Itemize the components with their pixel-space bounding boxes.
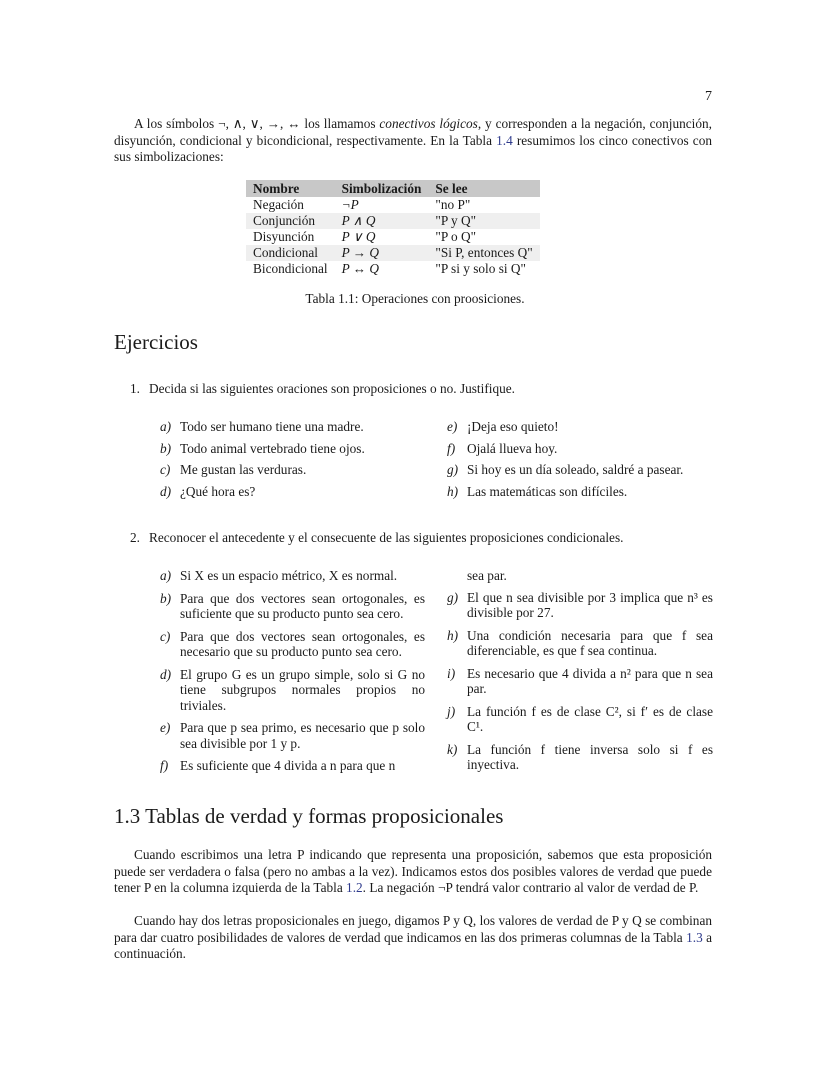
emphasized-term: conectivos lógicos: [379, 116, 478, 131]
item-text: Es necesario que 4 divida a n² para que n sea par.: [467, 665, 713, 696]
exercise-text: Decida si las siguientes oraciones son proposiciones o no. Justifique.: [149, 381, 515, 396]
column-header: Simbolización: [335, 180, 429, 197]
item-label: e): [447, 419, 458, 434]
item-label: g): [447, 589, 459, 605]
item-text: Para que dos vectores sean ortogonales, es necesario que su producto punto sea cero.: [180, 628, 425, 659]
cell-reading: "P y Q": [428, 213, 539, 229]
list-item: [160, 462, 430, 478]
section-paragraph-2: [114, 913, 712, 963]
list-item: [447, 419, 722, 435]
intro-text: A los símbolos: [134, 116, 219, 131]
item-text: Si X es un espacio métrico, X es normal.: [180, 568, 398, 583]
list-item: [160, 629, 425, 660]
cell-reading: "P si y solo si Q": [435, 261, 526, 276]
cell-reading: "Si P, entonces Q": [428, 245, 539, 261]
item-label: i): [447, 665, 456, 681]
intro-text: resumimos los cinco conectivos con sus simbolizaciones:: [114, 132, 713, 165]
list-item: [160, 591, 425, 622]
item-label: e): [160, 720, 171, 735]
cell-symbol: P ∨ Q: [341, 229, 376, 244]
list-item: [447, 666, 713, 697]
list-item: [447, 441, 722, 457]
item-label: a): [160, 419, 172, 434]
item-text: La función f es de clase C², si f′ es de clase C¹.: [467, 703, 713, 734]
item-label: b): [160, 440, 172, 456]
item-text: ¡Deja eso quieto!: [467, 419, 559, 434]
item-text: La función f tiene inversa solo si f es inyectiva.: [467, 741, 713, 772]
item-label: j): [447, 703, 456, 719]
list-item: [160, 568, 425, 584]
cell-symbol: ¬P: [341, 197, 359, 212]
list-item: [160, 484, 430, 500]
item-label: b): [160, 590, 172, 606]
list-item: [447, 484, 722, 500]
table-row: [246, 213, 540, 229]
connectives-table: [246, 180, 540, 277]
item-text: ¿Qué hora es?: [180, 483, 256, 499]
table-header-row: [246, 180, 540, 197]
cell-name: Disyunción: [253, 229, 315, 244]
item-text: Todo animal vertebrado tiene ojos.: [180, 440, 365, 456]
table-reference-link[interactable]: 1.3: [686, 929, 703, 945]
exercise-text: Reconocer el antecedente y el consecuente de las siguientes proposiciones condicionales.: [149, 530, 624, 545]
exercise-number: 1.: [130, 381, 140, 396]
exercise-1-prompt: [130, 381, 515, 397]
item-label: a): [160, 568, 172, 583]
cell-name: Condicional: [246, 245, 335, 261]
exercise-1-right-column: [447, 419, 722, 505]
item-label: k): [447, 741, 458, 757]
cell-symbol: P ∧ Q: [335, 213, 429, 229]
list-item: [160, 419, 430, 435]
intro-paragraph: [114, 116, 712, 166]
list-item: [160, 441, 430, 457]
item-text: Las matemáticas son difíciles.: [467, 483, 628, 499]
item-label: f): [447, 440, 456, 456]
column-header: Se lee: [428, 180, 539, 197]
list-item: [160, 667, 425, 714]
list-item: [447, 742, 713, 773]
item-label: g): [447, 462, 459, 477]
list-item: [447, 628, 713, 659]
list-item-continuation: sea par.: [467, 568, 507, 583]
table-caption: Tabla 1.1: Operaciones con proosiciones.: [305, 291, 525, 306]
cell-symbol: P ↔ Q: [341, 261, 380, 276]
list-item: [160, 758, 425, 774]
item-label: c): [160, 628, 171, 644]
section-heading: 1.3 Tablas de verdad y formas proposicionales: [114, 804, 504, 828]
connective-symbols: ¬, ∧, ∨, →, ↔: [218, 116, 301, 131]
exercise-2-right-column: [447, 568, 713, 780]
item-label: d): [160, 483, 172, 499]
exercise-number: 2.: [130, 530, 140, 545]
paragraph-text: . La negación ¬P tendrá valor contrario al valor de verdad de P.: [362, 880, 699, 896]
list-item: [447, 704, 713, 735]
item-text: Una condición necesaria para que f sea diferenciable, es que f sea continua.: [467, 627, 713, 658]
section-paragraph-1: [114, 847, 712, 897]
intro-text: , y corresponden a la negación, conjunción, disyunción, condicional y bicondicional, respectivamente. En la Tabla: [114, 116, 712, 148]
list-item: [160, 720, 425, 751]
table-row: [246, 261, 540, 277]
exercise-1-left-column: [160, 419, 430, 505]
paragraph-text: Cuando escribimos una letra P indicando que representa una proposición, sabemos que esta proposición puede ser verdadera o falsa (pero no ambas a la vez). Indicamos estos dos posibles valores de verdad que puede tener P en la columna izquierda de la Tabla: [114, 847, 712, 896]
item-text: Es suficiente que 4 divida a n para que n: [180, 758, 396, 773]
cell-name: Bicondicional: [253, 261, 328, 276]
item-label: h): [447, 483, 459, 499]
item-label: c): [160, 462, 171, 477]
table-reference-link[interactable]: 1.4: [496, 132, 513, 148]
cell-name: Negación: [253, 197, 304, 212]
item-text: El que n sea divisible por 3 implica que n³ es divisible por 27.: [467, 589, 713, 620]
item-text: Para que p sea primo, es necesario que p solo sea divisible por 1 y p.: [180, 720, 425, 751]
table-reference-link[interactable]: 1.2: [346, 880, 363, 896]
column-header: Nombre: [246, 180, 335, 197]
item-label: h): [447, 627, 459, 643]
item-text: Para que dos vectores sean ortogonales, es suficiente que su producto punto sea cero.: [180, 590, 425, 621]
cell-reading: "P o Q": [435, 229, 477, 244]
page-number: 7: [705, 89, 712, 104]
exercise-2-prompt: [130, 530, 623, 546]
cell-reading: "no P": [435, 197, 471, 212]
cell-symbol: P → Q: [335, 245, 429, 261]
item-text: Todo ser humano tiene una madre.: [180, 419, 364, 434]
item-label: f): [160, 758, 169, 773]
list-item: [447, 590, 713, 621]
intro-text: los llamamos: [300, 116, 380, 131]
table-row: [246, 245, 540, 261]
table-row: [246, 229, 540, 245]
paragraph-text: a continuación.: [114, 929, 712, 962]
item-text: Me gustan las verduras.: [180, 462, 307, 477]
table-row: [246, 197, 540, 213]
item-text: Ojalá llueva hoy.: [467, 440, 558, 456]
item-text: Si hoy es un día soleado, saldré a pasear.: [467, 462, 684, 477]
exercise-2-left-column: [160, 568, 425, 781]
cell-name: Conjunción: [246, 213, 335, 229]
list-item: [447, 462, 722, 478]
item-text: El grupo G es un grupo simple, solo si G no tiene subgrupos normales propios no triviales.: [180, 666, 425, 713]
paragraph-text: Cuando hay dos letras proposicionales en juego, digamos P y Q, los valores de verdad de P y Q se combinan para dar cuatro posibilidades de valores de verdad que indicamos en las dos primeras columnas de la Tabla: [114, 913, 712, 945]
exercises-heading: Ejercicios: [114, 330, 198, 354]
item-label: d): [160, 666, 172, 682]
